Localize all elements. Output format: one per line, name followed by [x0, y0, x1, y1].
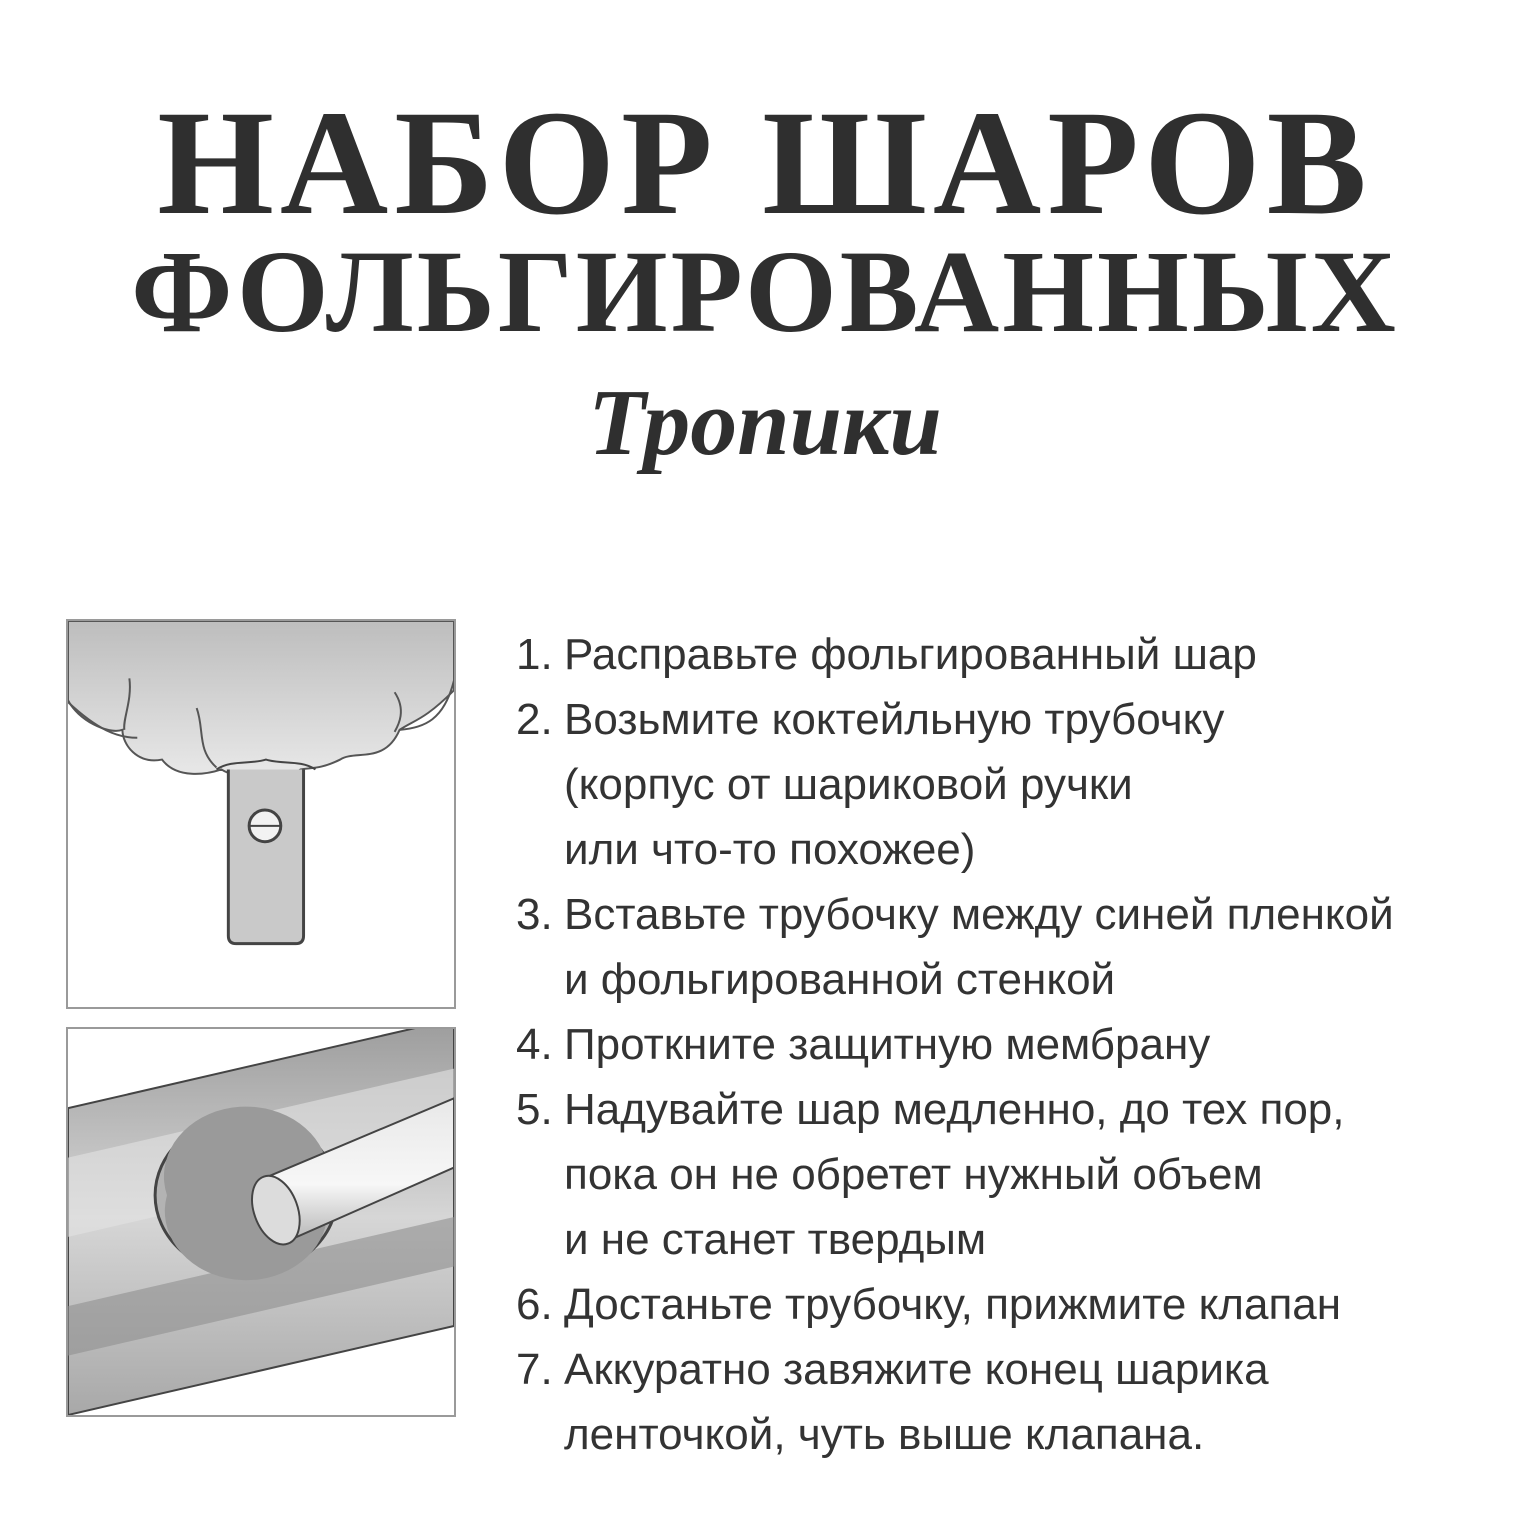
- step-number: 7.: [516, 1345, 553, 1394]
- list-item: [516, 1272, 1496, 1337]
- instruction-list: [516, 622, 1496, 1467]
- straw-inserted-icon: [68, 1029, 454, 1415]
- step-text: Проткните защитную мембрану: [564, 1020, 1211, 1069]
- subtitle: Тропики: [588, 371, 942, 475]
- step-number: 5.: [516, 1085, 553, 1134]
- title-line-2: ФОЛЬГИРОВАННЫХ: [131, 226, 1399, 357]
- step-text: Аккуратно завяжите конец шарика ленточкой, чуть выше клапана.: [564, 1345, 1269, 1459]
- list-item: [516, 1337, 1496, 1467]
- step-number: 4.: [516, 1020, 553, 1069]
- step-text: Вставьте трубочку между синей пленкой и фольгированной стенкой: [564, 890, 1394, 1004]
- list-item: [516, 882, 1496, 1012]
- balloon-valve-icon: [68, 621, 454, 1007]
- step-text: Надувайте шар медленно, до тех пор, пока он не обретет нужный объем и не станет твердым: [564, 1085, 1345, 1264]
- list-item: [516, 687, 1496, 882]
- title-line-1: НАБОР ШАРОВ: [157, 80, 1373, 246]
- step-number: 1.: [516, 630, 553, 679]
- list-item: [516, 1077, 1496, 1272]
- step-number: 6.: [516, 1280, 553, 1329]
- list-item: [516, 622, 1496, 687]
- step-number: 3.: [516, 890, 553, 939]
- step-number: 2.: [516, 695, 553, 744]
- step-text: Расправьте фольгированный шар: [564, 630, 1257, 679]
- illustration-panel-2: [66, 1027, 456, 1417]
- list-item: [516, 1012, 1496, 1077]
- illustration-panel-1: [66, 619, 456, 1009]
- step-text: Достаньте трубочку, прижмите клапан: [564, 1280, 1342, 1329]
- step-text: Возьмите коктейльную трубочку (корпус от шариковой ручки или что-то похожее): [564, 695, 1225, 874]
